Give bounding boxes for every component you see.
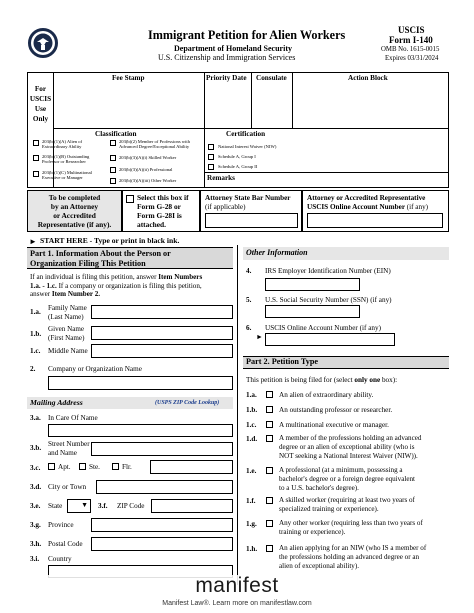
p2-1f-checkbox[interactable] (266, 497, 273, 504)
g28-label: Select this box if Form G-28 or Form G-28I is attached. (137, 193, 189, 229)
province-field[interactable] (91, 518, 233, 532)
postal-code-field[interactable] (91, 537, 233, 551)
p2-1a-label: An alien of extraordinary ability. (279, 391, 374, 399)
p2-1g-num: 1.g. (246, 520, 257, 528)
family-name-label: Family Name (Last Name) (48, 304, 87, 321)
certification-label: Certification (226, 130, 266, 138)
arrow-right-icon: ► (256, 333, 263, 341)
online-account-label2: USCIS Online Account Number (if any) (307, 203, 429, 211)
given-name-label: Given Name (First Name) (48, 325, 85, 342)
cert-group2-checkbox[interactable] (208, 164, 214, 170)
cert-group1-label: Schedule A, Group I (218, 154, 256, 159)
postal-code-label: Postal Code (48, 540, 83, 548)
p2-1h-checkbox[interactable] (266, 545, 273, 552)
cert-group2-label: Schedule A, Group II (218, 164, 258, 169)
class-eb1c-label: 203(b)(1)(C) Multinational Executive or Manager (42, 170, 92, 181)
item-3d-num: 3.d. (30, 483, 42, 491)
part2-intro: This petition is being filed for (select only one box): (246, 376, 398, 384)
company-name-label: Company or Organization Name (48, 365, 142, 373)
item-3i-num: 3.i. (30, 555, 40, 563)
online-account-field[interactable] (307, 213, 443, 228)
class-eb1a-label: 203(b)(1)(A) Alien of Extraordinary Ability (42, 139, 83, 150)
apt-checkbox[interactable] (48, 463, 55, 470)
item-2-num: 2. (30, 365, 36, 373)
item-3f-num: 3.f. (98, 502, 108, 510)
item-1b-num: 1.b. (30, 330, 42, 338)
bar-number-label: Attorney State Bar Number (205, 194, 291, 202)
class-skilled-checkbox[interactable] (110, 155, 116, 161)
in-care-of-field[interactable] (48, 424, 233, 437)
part2-title: Part 2. Petition Type (246, 357, 319, 366)
form-number: Form I-140 (389, 35, 433, 45)
item-4-num: 4. (246, 267, 252, 275)
in-care-of-label: In Care Of Name (48, 414, 98, 422)
p2-1e-checkbox[interactable] (266, 467, 273, 474)
class-other-label: 203(b)(3)(A)(iii) Other Worker (119, 178, 177, 183)
watermark-brand: manifest (195, 574, 279, 597)
class-eb2-label: 203(b)(2) Member of Professions with Advanced Degree/Exceptional Ability (119, 139, 190, 150)
p2-1e-num: 1.e. (246, 467, 257, 475)
item-5-num: 5. (246, 296, 252, 304)
part1-title: Part 1. Information About the Person or Organization Filing This Petition (30, 249, 171, 268)
p2-1h-label: An alien applying for an NIW (who IS a member of the professions holding an advanced degree or an alien of exceptional ability). (279, 544, 427, 570)
p2-1f-num: 1.f. (246, 497, 256, 505)
item-1c-num: 1.c. (30, 347, 41, 355)
cert-niw-label: National Interest Waiver (NIW) (218, 144, 277, 149)
p2-1c-checkbox[interactable] (266, 421, 273, 428)
class-eb1b-checkbox[interactable] (33, 155, 39, 161)
action-block-label: Action Block (348, 74, 388, 82)
online-acct-field[interactable] (265, 333, 395, 346)
apt-label: Apt. (58, 463, 71, 471)
online-account-label: Attorney or Accredited Representative (307, 194, 426, 202)
g28-checkbox[interactable] (126, 195, 134, 203)
class-other-checkbox[interactable] (110, 178, 116, 184)
item-3e-num: 3.e. (30, 502, 41, 510)
priority-date-label: Priority Date (206, 74, 247, 82)
class-eb1c-checkbox[interactable] (33, 171, 39, 177)
ste-label: Ste. (89, 463, 100, 471)
ein-label: IRS Employer Identification Number (EIN) (265, 267, 391, 275)
cert-group1-checkbox[interactable] (208, 154, 214, 160)
fee-stamp-label: Fee Stamp (112, 74, 145, 82)
p2-1b-checkbox[interactable] (266, 406, 273, 413)
class-eb1b-label: 203(b)(1)(B) Outstanding Professor or Researcher (42, 154, 90, 165)
given-name-field[interactable] (91, 326, 233, 340)
item-1a-num: 1.a. (30, 308, 41, 316)
p2-1a-checkbox[interactable] (266, 391, 273, 398)
agency: U.S. Citizenship and Immigration Services (158, 53, 296, 62)
item-3b-num: 3.b. (30, 444, 42, 452)
remarks-label: Remarks (207, 174, 235, 182)
eagle-icon (30, 30, 56, 56)
omb-number: OMB No. 1615-0015 (381, 46, 440, 53)
start-arrow-icon: ► (29, 237, 37, 246)
p2-1d-num: 1.d. (246, 435, 258, 443)
department: Department of Homeland Security (174, 44, 292, 53)
zip-label: ZIP Code (117, 502, 145, 510)
form-title: Immigrant Petition for Alien Workers (148, 28, 346, 42)
dhs-seal (28, 28, 58, 58)
state-select[interactable] (67, 499, 91, 513)
online-acct-label: USCIS Online Account Number (if any) (265, 324, 381, 332)
consulate-label: Consulate (256, 74, 287, 82)
middle-name-field[interactable] (91, 344, 233, 358)
other-info-title: Other Information (246, 248, 308, 257)
start-here: START HERE - Type or print in black ink. (40, 236, 180, 245)
unit-number-field[interactable] (150, 460, 233, 474)
bar-number-note: (if applicable) (205, 203, 246, 211)
middle-name-label: Middle Name (48, 347, 88, 355)
flr-label: Flr. (122, 463, 132, 471)
ste-checkbox[interactable] (79, 463, 86, 470)
attorney-completed-by: To be completed by an Attorney or Accredited Representative (if any). (37, 193, 112, 229)
p2-1g-checkbox[interactable] (266, 520, 273, 527)
class-eb1a-checkbox[interactable] (33, 140, 39, 146)
province-label: Province (48, 521, 74, 529)
class-skilled-label: 203(b)(3)(A)(i) Skilled Worker (119, 155, 177, 160)
ein-field[interactable] (265, 278, 360, 291)
flr-checkbox[interactable] (112, 463, 119, 470)
p2-1d-label: A member of the professions holding an advanced degree or an alien of exceptional ability (who is NOT seeking a National Interest Waiver (NIW)). (279, 434, 422, 460)
class-professional-checkbox[interactable] (110, 167, 116, 173)
bar-number-field[interactable] (205, 213, 298, 228)
family-name-field[interactable] (91, 305, 233, 319)
item-3a-num: 3.a. (30, 414, 41, 422)
item-3c-num: 3.c. (30, 464, 41, 472)
street-field[interactable] (91, 442, 233, 456)
for-uscis-use-only: For USCIS Use Only (29, 85, 52, 123)
p2-1f-label: A skilled worker (requiring at least two years of specialized training or experience). (279, 496, 415, 513)
expiration: Expires 03/31/2024 (385, 55, 439, 62)
p2-1b-label: An outstanding professor or researcher. (279, 406, 393, 414)
country-label: Country (48, 555, 72, 563)
zip-lookup-link[interactable]: (USPS ZIP Code Lookup) (155, 400, 220, 406)
cert-niw-checkbox[interactable] (208, 144, 214, 150)
p2-1a-num: 1.a. (246, 391, 257, 399)
part1-intro: If an individual is filing this petition, answer Item Numbers 1.a. - 1.c. If a company or organization is filing this petition, answer Item Number 2. (30, 273, 203, 299)
p2-1c-label: A multinational executive or manager. (279, 421, 389, 429)
uscis-label: USCIS (398, 25, 425, 35)
p2-1h-num: 1.h. (246, 545, 258, 553)
company-name-field[interactable] (48, 376, 233, 390)
street-label: Street Number and Name (48, 440, 90, 457)
watermark-tagline[interactable]: Manifest Law®. Learn more on manifestlaw.com (162, 600, 312, 607)
class-professional-label: 203(b)(3)(A)(ii) Professional (119, 167, 173, 172)
ssn-label: U.S. Social Security Number (SSN) (if any) (265, 296, 392, 304)
state-label: State (48, 502, 63, 510)
item-3h-num: 3.h. (30, 540, 42, 548)
city-label: City or Town (48, 483, 87, 491)
p2-1d-checkbox[interactable] (266, 435, 273, 442)
item-3g-num: 3.g. (30, 521, 41, 529)
classification-label: Classification (95, 130, 137, 138)
p2-1g-label: Any other worker (requiring less than two years of training or experience). (279, 519, 423, 536)
item-6-num: 6. (246, 324, 252, 332)
p2-1e-label: A professional (at a minimum, possessing a bachelor's degree or a foreign degree equivalent to a U.S. bachelor's degree). (279, 466, 415, 492)
p2-1b-num: 1.b. (246, 406, 258, 414)
mailing-address-title: Mailing Address (30, 398, 83, 407)
zip-field[interactable] (151, 499, 233, 513)
p2-1c-num: 1.c. (246, 421, 257, 429)
class-eb2-checkbox[interactable] (110, 140, 116, 146)
chevron-down-icon: ▼ (81, 501, 88, 509)
city-field[interactable] (96, 480, 233, 494)
ssn-field[interactable] (265, 305, 360, 318)
